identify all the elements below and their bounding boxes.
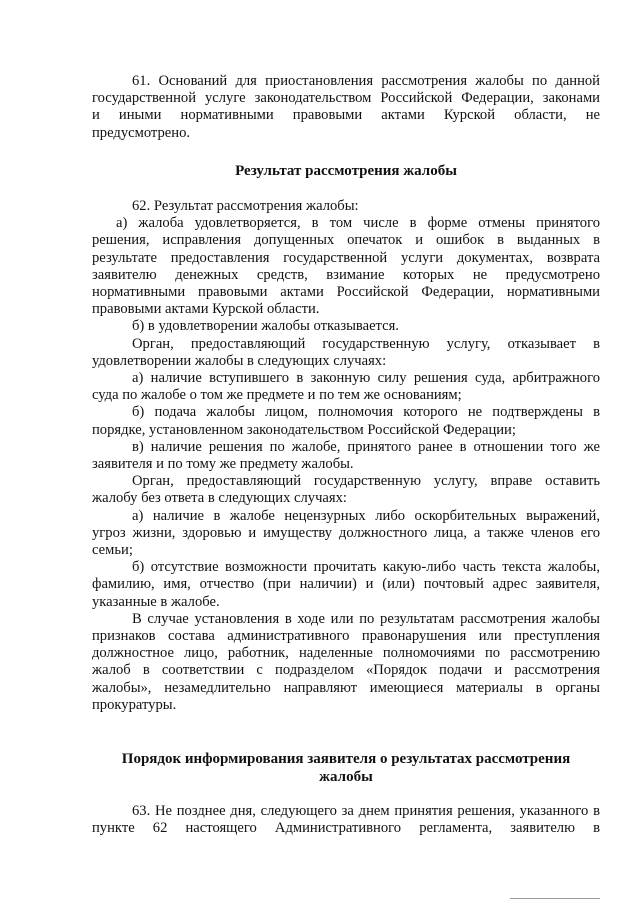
text-line: семьи; xyxy=(92,542,133,559)
text-line: Орган, предоставляющий государственную услугу, вправе оставить xyxy=(132,473,600,490)
heading-text: Результат рассмотрения жалобы xyxy=(235,163,457,179)
text-line: предусмотрено. xyxy=(92,124,191,141)
text-line: нормативными правовыми актами Российской Федерации, нормативными xyxy=(92,284,600,301)
text-line: прокуратуры. xyxy=(92,696,177,713)
text-line: фамилию, имя, отчество (при наличии) и (или) почтовый адрес заявителя, xyxy=(92,576,600,593)
text-line: б) отсутствие возможности прочитать какую-либо часть текста жалобы, xyxy=(132,559,600,576)
text-line: результате предоставления государственной услуги документах, возврата xyxy=(92,249,600,266)
text-line: угроз жизни, здоровью и имуществу должностного лица, а также членов его xyxy=(92,524,600,541)
text-line: пункте 62 настоящего Административного регламента, заявителю в xyxy=(92,820,600,837)
text-line: В случае установления в ходе или по результатам рассмотрения жалобы xyxy=(132,610,600,627)
text-line: Орган, предоставляющий государственную услугу, отказывает в xyxy=(132,335,600,352)
text-line: признаков состава административного правонарушения или преступления xyxy=(92,628,600,645)
text-line: должностное лицо, работник, наделенные полномочиями по рассмотрению xyxy=(92,645,600,662)
text-line: а) наличие в жалобе нецензурных либо оскорбительных выражений, xyxy=(132,507,600,524)
text-line: удовлетворении жалобы в следующих случаях: xyxy=(92,352,387,369)
text-line: в) наличие решения по жалобе, принятого ранее в отношении того же xyxy=(132,438,600,455)
text-line: и иными нормативными правовыми актами Курской области, не xyxy=(92,107,600,124)
paragraph-63 xyxy=(92,803,600,837)
text-line: жалобу без ответа в следующих случаях: xyxy=(92,490,347,507)
heading-text: жалобы xyxy=(319,769,373,785)
text-line: а) жалоба удовлетворяется, в том числе в форме отмены принятого xyxy=(116,215,600,232)
text-line: суда по жалобе о том же предмете и по тем же основаниям; xyxy=(92,387,462,404)
text-line: порядке, установленном законодательством Российской Федерации; xyxy=(92,421,516,438)
page-edge-line xyxy=(510,898,600,899)
text-line: жалобы», незамедлительно направляют имеющиеся материалы в органы xyxy=(92,679,600,696)
text-line: указанные в жалобе. xyxy=(92,593,220,610)
text-line: 62. Результат рассмотрения жалобы: xyxy=(132,198,359,214)
text-line: 63. Не позднее дня, следующего за днем принятия решения, указанного в xyxy=(132,803,600,819)
text-line: б) в удовлетворении жалобы отказывается. xyxy=(132,318,399,335)
section-62 xyxy=(92,198,600,714)
paragraph-61 xyxy=(92,73,600,142)
text-line: б) подача жалобы лицом, полномочия которого не подтверждены в xyxy=(132,404,600,421)
text-line: государственной услуге законодательством Российской Федерации, законами xyxy=(92,90,600,107)
text-line: заявителя и по тому же предмету жалобы. xyxy=(92,456,354,473)
section-heading-inform xyxy=(92,750,600,786)
heading-text: Порядок информирования заявителя о результатах рассмотрения xyxy=(121,751,571,767)
text-line: а) наличие вступившего в законную силу решения суда, арбитражного xyxy=(132,370,600,387)
text-line: 61. Оснований для приостановления рассмотрения жалобы по данной xyxy=(132,73,600,89)
text-line: заявителю денежных средств, взимание которых не предусмотрено xyxy=(92,266,600,283)
text-line: жалоб в соответствии с подразделом «Порядок подачи и рассмотрения xyxy=(92,662,600,679)
section-heading-result xyxy=(92,162,600,180)
text-line: решения, исправления допущенных опечаток и ошибок в выданных в xyxy=(92,232,600,249)
text-line: правовыми актами Курской области. xyxy=(92,301,320,318)
